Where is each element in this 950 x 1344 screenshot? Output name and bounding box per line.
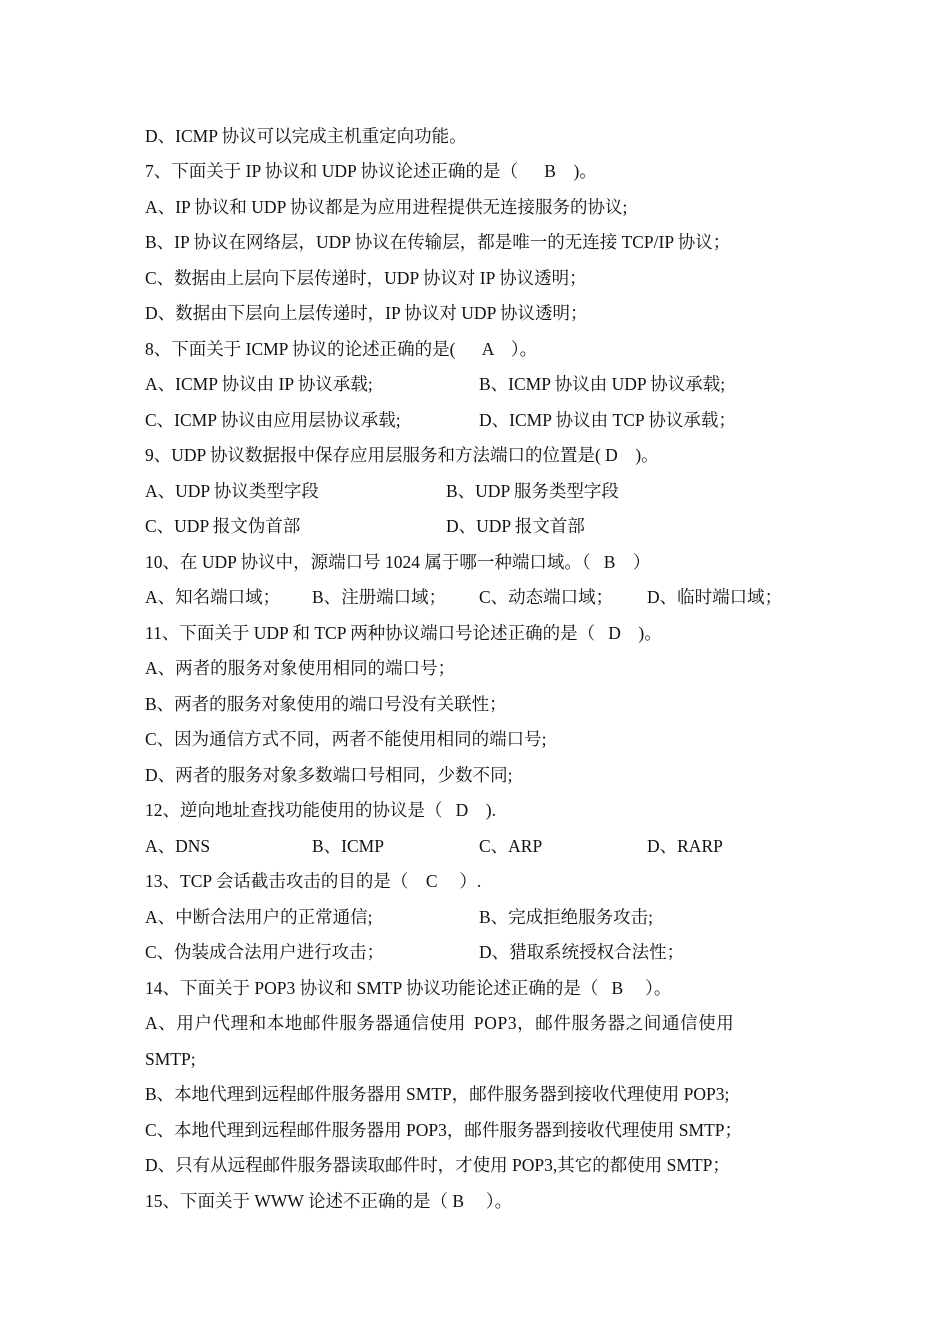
option-c: C、动态端口域； <box>479 587 614 607</box>
option-line: B、IP 协议在网络层，UDP 协议在传输层，都是唯一的无连接 TCP/IP 协议； <box>145 232 731 252</box>
option-b: B、ICMP 协议由 UDP 协议承载; <box>479 374 726 394</box>
option-a: A、中断合法用户的正常通信; <box>145 907 373 927</box>
option-c: C、ICMP 协议由应用层协议承载; <box>145 410 401 430</box>
option-a: A、DNS <box>145 836 211 856</box>
option-row <box>145 904 654 930</box>
option-b: B、完成拒绝服务攻击; <box>479 907 654 927</box>
option-row <box>145 478 619 504</box>
option-d: D、猎取系统授权合法性； <box>479 942 685 962</box>
option-d: D、RARP <box>647 836 723 856</box>
option-row <box>145 833 723 859</box>
option-line: B、本地代理到远程邮件服务器用 SMTP，邮件服务器到接收代理使用 POP3; <box>145 1084 730 1104</box>
option-c: C、ARP <box>479 836 543 856</box>
option-b: B、UDP 服务类型字段 <box>446 481 619 501</box>
option-row <box>145 939 685 965</box>
question-15: 15、下面关于 WWW 论述不正确的是（ B ）。 <box>145 1191 513 1211</box>
question-9: 9、UDP 协议数据报中保存应用层服务和方法端口的位置是( D )。 <box>145 445 659 465</box>
question-11: 11、下面关于 UDP 和 TCP 两种协议端口号论述正确的是（ D )。 <box>145 623 662 643</box>
option-line: C、因为通信方式不同，两者不能使用相同的端口号; <box>145 729 547 749</box>
option-line-continued: SMTP; <box>145 1049 196 1069</box>
option-row <box>145 584 783 610</box>
question-8: 8、下面关于 ICMP 协议的论述正确的是( A ）。 <box>145 339 538 359</box>
option-line: B、两者的服务对象使用的端口号没有关联性； <box>145 694 507 714</box>
option-line: D、数据由下层向上层传递时，IP 协议对 UDP 协议透明； <box>145 303 588 323</box>
option-c: C、伪装成合法用户进行攻击； <box>145 942 385 962</box>
option-c: C、UDP 报文伪首部 <box>145 516 301 536</box>
option-line: D、只有从远程邮件服务器读取邮件时，才使用 POP3,其它的都使用 SMTP； <box>145 1155 730 1175</box>
option-line: D、ICMP 协议可以完成主机重定向功能。 <box>145 126 467 146</box>
option-line: A、两者的服务对象使用相同的端口号； <box>145 658 456 678</box>
option-a: A、UDP 协议类型字段 <box>145 481 319 501</box>
question-12: 12、逆向地址查找功能使用的协议是（ D ). <box>145 800 496 820</box>
option-row <box>145 371 726 397</box>
option-d: D、临时端口域； <box>647 587 783 607</box>
question-7: 7、下面关于 IP 协议和 UDP 协议论述正确的是（ B )。 <box>145 161 597 181</box>
option-d: D、UDP 报文首部 <box>446 516 585 536</box>
option-row <box>145 513 585 539</box>
option-line: C、本地代理到远程邮件服务器用 POP3，邮件服务器到接收代理使用 SMTP； <box>145 1120 742 1140</box>
option-b: B、注册端口域； <box>312 587 447 607</box>
option-a: A、知名端口域； <box>145 587 281 607</box>
question-14: 14、下面关于 POP3 协议和 SMTP 协议功能论述正确的是（ B ）。 <box>145 978 672 998</box>
option-line: A、IP 协议和 UDP 协议都是为应用进程提供无连接服务的协议; <box>145 197 628 217</box>
option-line: D、两者的服务对象多数端口号相同，少数不同; <box>145 765 513 785</box>
option-line: C、数据由上层向下层传递时，UDP 协议对 IP 协议透明； <box>145 268 587 288</box>
question-13: 13、TCP 会话截击攻击的目的是（ C ）. <box>145 871 482 891</box>
option-d: D、ICMP 协议由 TCP 协议承载； <box>479 410 736 430</box>
option-a: A、ICMP 协议由 IP 协议承载; <box>145 374 373 394</box>
option-b: B、ICMP <box>312 836 384 856</box>
question-10: 10、在 UDP 协议中，源端口号 1024 属于哪一种端口域。（ B ） <box>145 552 651 572</box>
option-line: A、用户代理和本地邮件服务器通信使用 POP3，邮件服务器之间通信使用 <box>145 1013 735 1033</box>
option-row <box>145 407 736 433</box>
